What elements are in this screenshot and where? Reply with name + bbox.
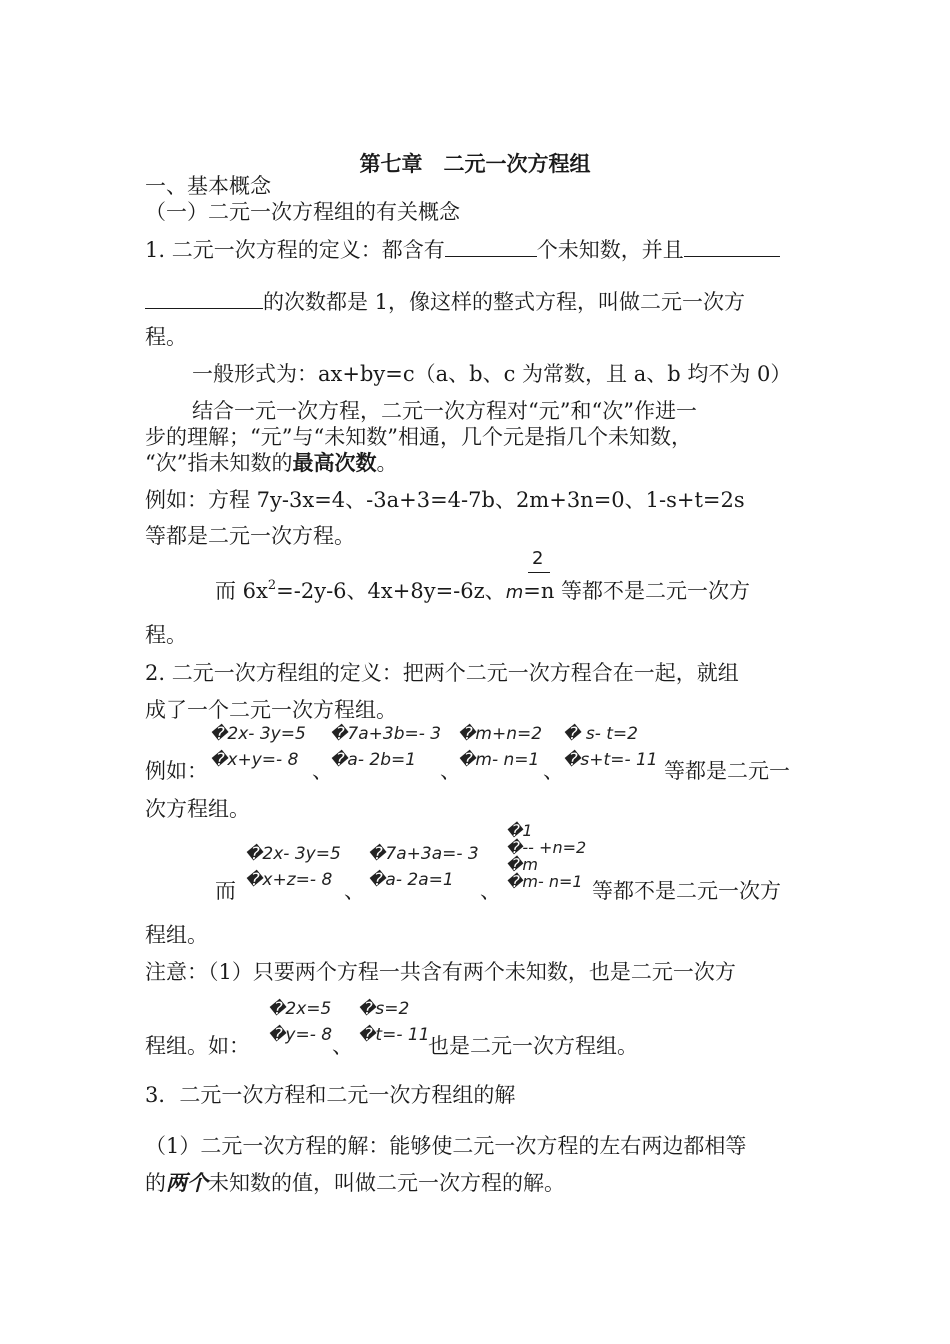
separator: 、: [543, 759, 564, 783]
emphasis-highest-degree: 最高次数: [292, 450, 377, 475]
note-end: 也是二元一次方程组。: [428, 1034, 638, 1058]
equation-system: �2x- 3y=5 �x+y=- 8: [210, 724, 306, 770]
page-title: 第七章 二元一次方程组: [359, 151, 591, 176]
definition-1-line-1: 1. 二元一次方程的定义：都含有 个未知数，并且: [145, 236, 780, 263]
definition-1-line-3: 程。: [145, 325, 187, 349]
non-example-1-line-1: 而 $6x^2=-2y-6$、4x+8y=-6z、m=n 等都不是二元一次方: [215, 578, 751, 603]
example-1-line-2: 等都是二元一次方程。: [145, 524, 355, 548]
fraction-numerator: 2: [532, 548, 544, 569]
general-form: 一般形式为：ax+by=c（a、b、c 为常数，且 a、b 均不为 0）: [192, 362, 792, 386]
emphasis-two: 两个: [166, 1170, 208, 1195]
non-example-2-next: 程组。: [145, 923, 208, 947]
solution-1-line-2: 的两个未知数的值，叫做二元一次方程的解。: [145, 1170, 565, 1195]
combine-line-3: “次”指未知数的最高次数。: [145, 450, 398, 475]
definition-2-line-1: 2. 二元一次方程组的定义：把两个二元一次方程合在一起，就组: [145, 661, 739, 685]
equation-system: � s- t=2 �s+t=- 11: [563, 724, 658, 770]
separator: 、: [480, 879, 501, 903]
equation-system: �m+n=2 �m- n=1: [458, 724, 543, 770]
combine-line-1: 结合一元一次方程，二元一次方程对“元”和“次”作进一: [192, 399, 697, 423]
definition-3-heading: 3．二元一次方程和二元一次方程组的解: [145, 1083, 516, 1107]
example-2-end: 等都是二元一: [664, 759, 790, 783]
separator: 、: [440, 759, 461, 783]
fill-blank: [445, 236, 537, 257]
fill-blank: [684, 236, 780, 257]
subsection-heading: （一）二元一次方程组的有关概念: [145, 200, 460, 224]
equation-system: �7a+3b=- 3 �a- 2b=1: [330, 724, 442, 770]
fraction-bar: [528, 572, 550, 573]
equation-system: �2x- 3y=5 �x+z=- 8: [245, 844, 341, 890]
combine-line-2: 步的理解；“元”与“未知数”相通，几个元是指几个未知数，: [145, 425, 692, 449]
note-line-2: 程组。如：: [145, 1034, 250, 1058]
equation-system: �1 �-- +n=2 �m �m- n=1: [506, 821, 587, 891]
section-heading: 一、基本概念: [145, 174, 271, 198]
definition-1-line-2: 的次数都是 1，像这样的整式方程，叫做二元一次方: [145, 288, 745, 315]
equation-system: �7a+3a=- 3 �a- 2a=1: [368, 844, 479, 890]
equation-system: �s=2 �t=- 11: [358, 999, 430, 1045]
equation-system: �2x=5 �y=- 8: [268, 999, 333, 1045]
separator: 、: [312, 759, 333, 783]
example-2-label: 例如：: [145, 759, 208, 783]
non-example-2-label: 而: [215, 879, 236, 903]
fill-blank: [145, 288, 263, 309]
definition-2-line-2: 成了一个二元一次方程组。: [145, 698, 397, 722]
note-line-1: 注意：（1）只要两个方程一共含有两个未知数，也是二元一次方: [145, 960, 736, 984]
fraction-denominator: m: [505, 582, 524, 603]
separator: 、: [332, 1034, 353, 1058]
solution-1-line-1: （1）二元一次方程的解：能够使二元一次方程的左右两边都相等: [145, 1134, 747, 1158]
non-example-1-line-2: 程。: [145, 623, 187, 647]
separator: 、: [344, 879, 365, 903]
example-1-line-1: 例如：方程 7y-3x=4、-3a+3=4-7b、2m+3n=0、1-s+t=2s: [145, 488, 745, 512]
non-example-2-end: 等都不是二元一次方: [592, 879, 781, 903]
example-2-next: 次方程组。: [145, 797, 250, 821]
